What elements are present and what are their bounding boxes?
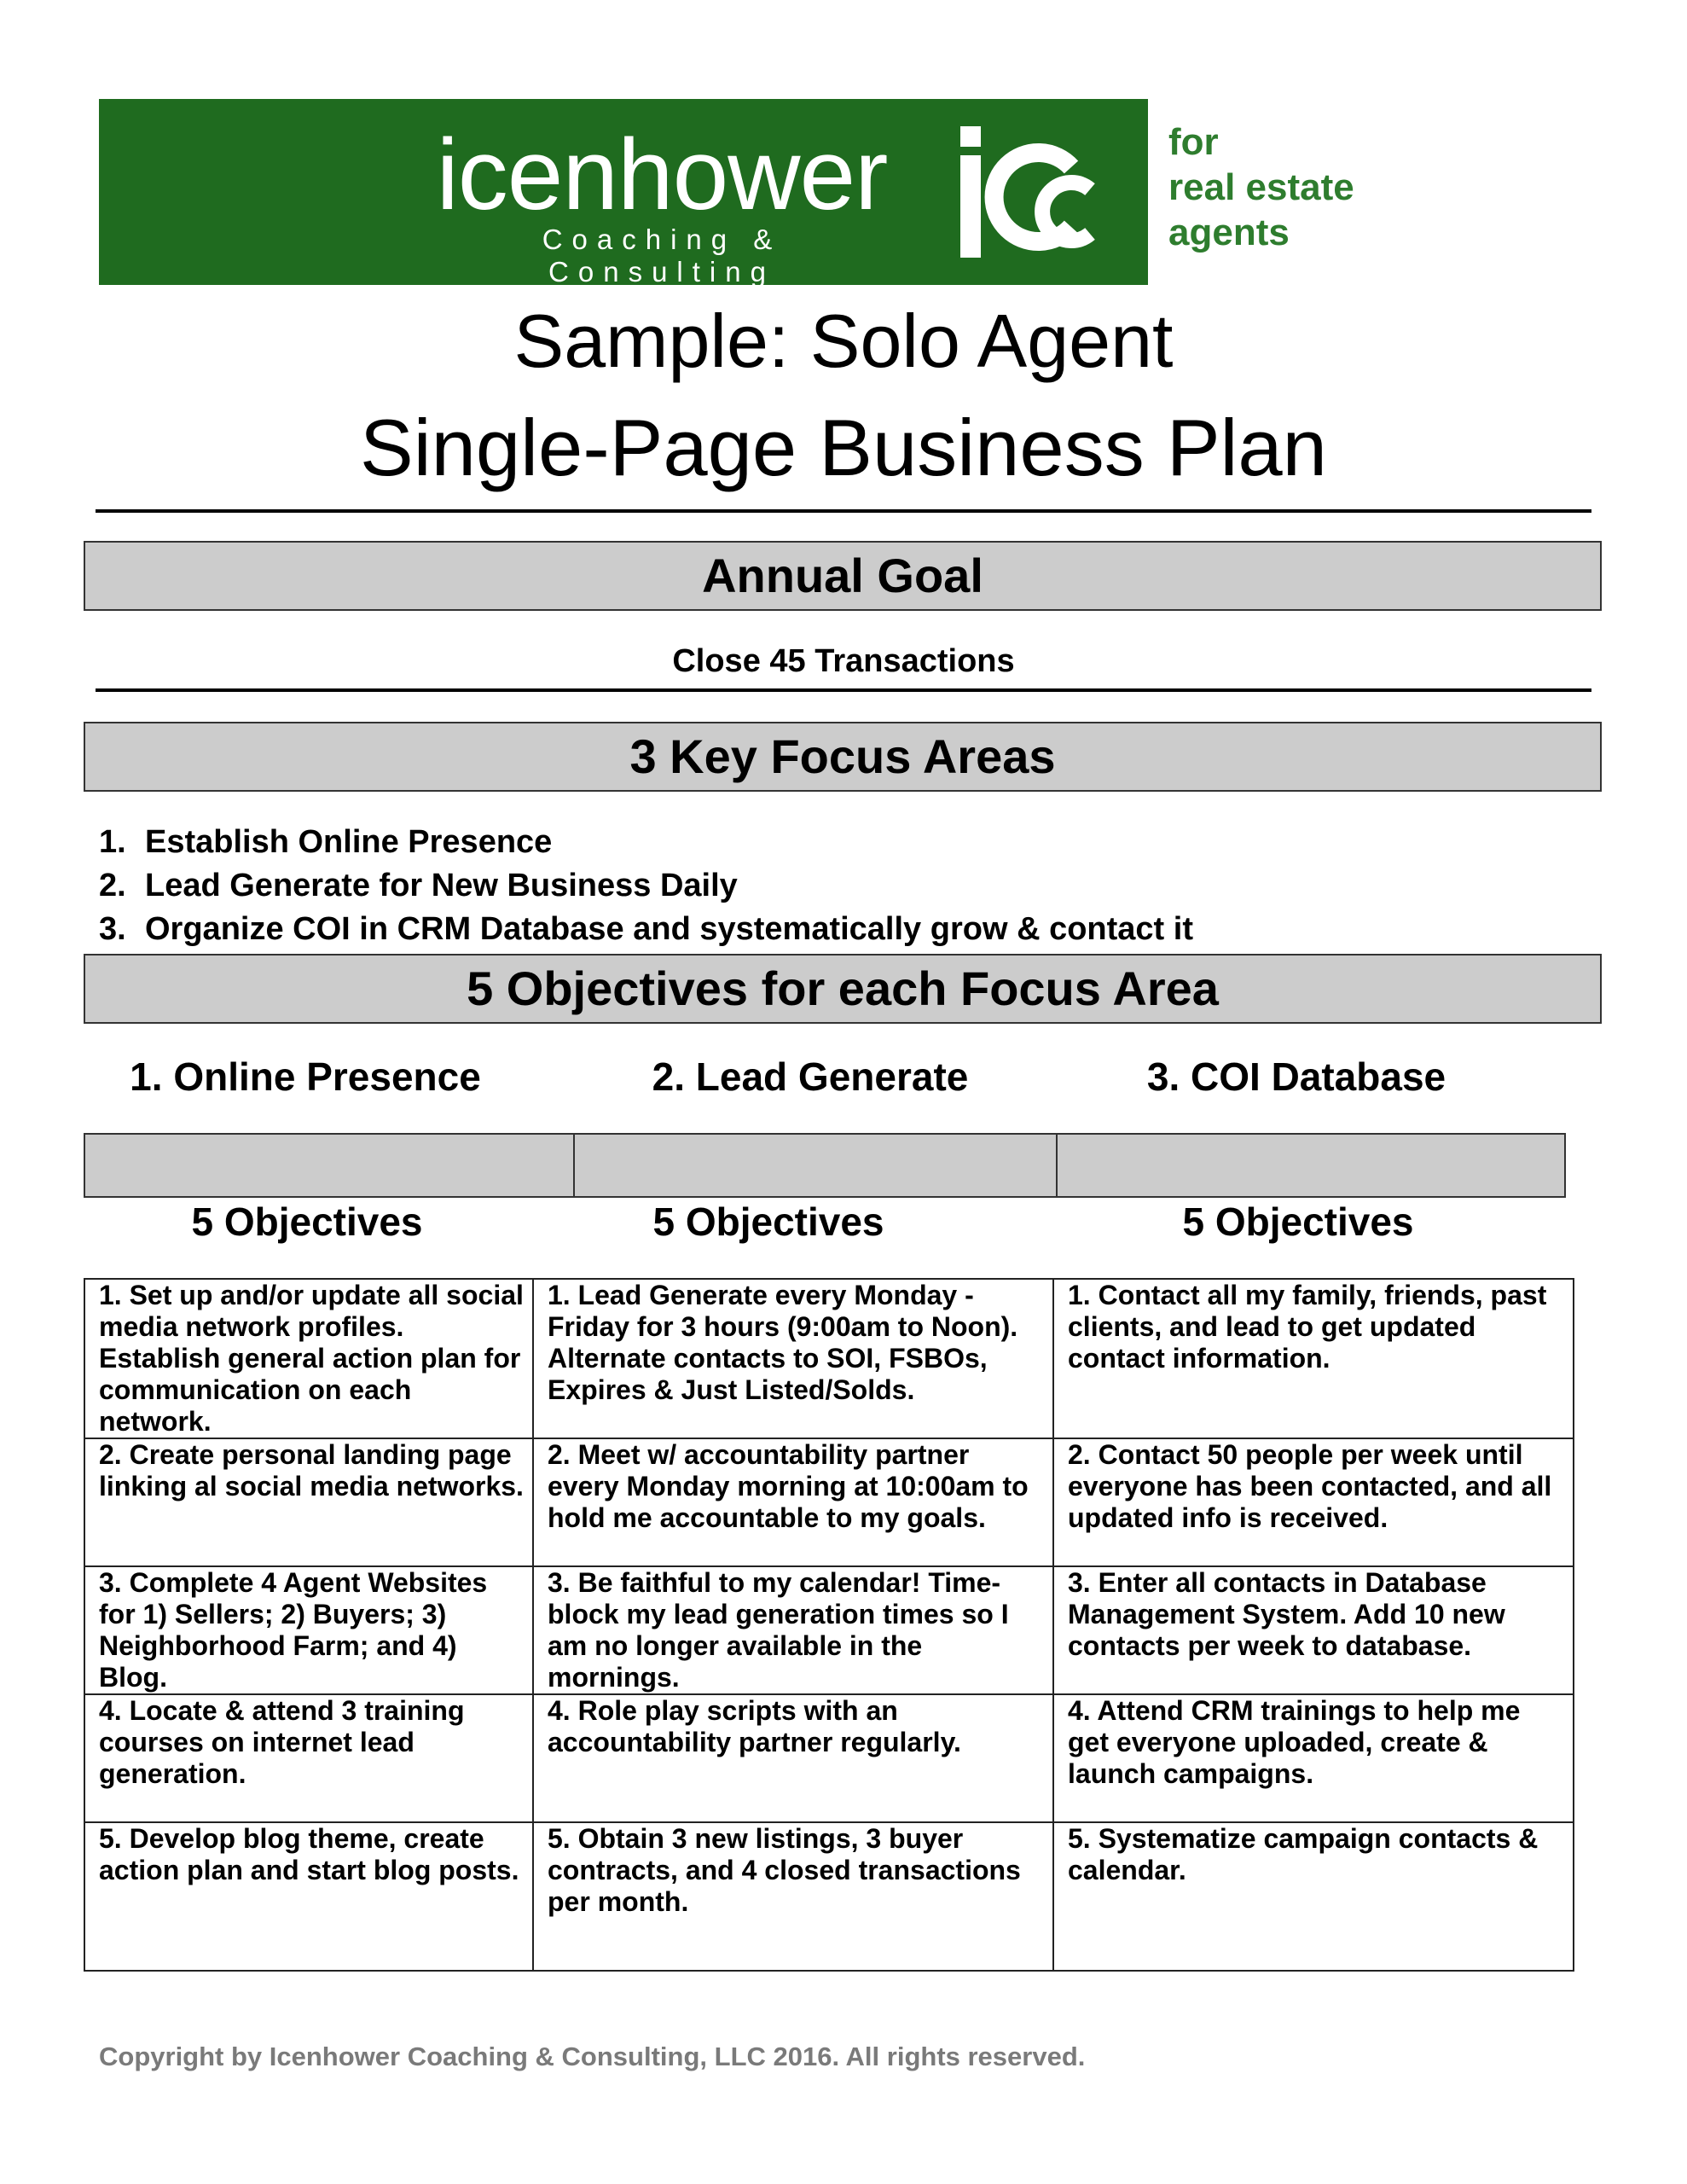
brand-side-text [1168,119,1354,255]
table-cell: 1. Contact all my family, friends, past clients, and lead to get updated contact information. [1053,1279,1574,1438]
objectives-subhead: 5 Objectives [1182,1199,1414,1244]
table-row [84,1822,1574,1971]
page-title-line-1: Sample: Solo Agent [513,299,1174,383]
list-item-number: 2. [99,868,126,903]
table-cell: 4. Attend CRM trainings to help me get everyone uploaded, create & launch campaigns. [1053,1694,1574,1822]
list-item-number: 1. [99,824,126,860]
annual-goal-text: Close 45 Transactions [672,643,1015,679]
table-cell: 2. Meet w/ accountability partner every Monday morning at 10:00am to hold me accountable to my goals. [533,1438,1053,1566]
objectives-table [84,1278,1574,1972]
table-row [84,1438,1574,1566]
table-cell: 1. Set up and/or update all social media network profiles. Establish general action plan for communication on each network. [84,1279,533,1438]
gray-cell [1058,1135,1564,1196]
column-title-online-presence: 1. Online Presence [130,1054,481,1099]
list-item [99,864,1193,908]
copyright-footer: Copyright by Icenhower Coaching & Consulting, LLC 2016. All rights reserved. [99,2042,1086,2071]
column-title-lead-generate: 2. Lead Generate [652,1054,969,1099]
list-item-text: Establish Online Presence [145,824,553,860]
divider [96,688,1591,692]
divider [96,509,1591,513]
page-title-line-2: Single-Page Business Plan [360,403,1327,492]
list-item-text: Lead Generate for New Business Daily [145,868,738,903]
table-cell: 4. Role play scripts with an accountability partner regularly. [533,1694,1053,1822]
icc-logo-icon [943,118,1122,271]
brand-tagline: Coaching & Consulting [542,224,782,288]
list-item [99,821,1193,864]
list-item-number: 3. [99,911,126,947]
gray-cell [85,1135,575,1196]
table-cell: 5. Develop blog theme, create action plan and start blog posts. [84,1822,533,1971]
gray-cell [575,1135,1058,1196]
table-row [84,1694,1574,1822]
brand-side-line: agents [1168,212,1290,253]
table-cell: 4. Locate & attend 3 training courses on internet lead generation. [84,1694,533,1822]
list-item-text: Organize COI in CRM Database and systematically grow & contact it [145,911,1193,947]
logo-banner [99,99,1148,288]
table-cell: 3. Be faithful to my calendar! Time-block my lead generation times so I am no longer available in the mornings. [533,1566,1053,1694]
focus-areas-heading: 3 Key Focus Areas [84,722,1602,792]
table-row [84,1279,1574,1438]
table-cell: 5. Systematize campaign contacts & calendar. [1053,1822,1574,1971]
focus-areas-list [99,821,1193,951]
table-row [84,1566,1574,1694]
list-item [99,908,1193,951]
annual-goal-heading: Annual Goal [84,541,1602,611]
table-cell: 3. Enter all contacts in Database Management System. Add 10 new contacts per week to database. [1053,1566,1574,1694]
table-cell: 2. Create personal landing page linking al social media networks. [84,1438,533,1566]
brand-side-line: real estate [1168,166,1354,208]
objectives-subhead: 5 Objectives [191,1199,423,1244]
table-cell: 3. Complete 4 Agent Websites for 1) Sellers; 2) Buyers; 3) Neighborhood Farm; and 4) Blog. [84,1566,533,1694]
table-cell: 1. Lead Generate every Monday - Friday for 3 hours (9:00am to Noon). Alternate contacts to SOI, FSBOs, Expires & Just Listed/Solds. [533,1279,1053,1438]
column-title-coi-database: 3. COI Database [1146,1054,1446,1099]
table-cell: 2. Contact 50 people per week until everyone has been contacted, and all updated info is received. [1053,1438,1574,1566]
table-cell: 5. Obtain 3 new listings, 3 buyer contracts, and 4 closed transactions per month. [533,1822,1053,1971]
objectives-subhead: 5 Objectives [652,1199,884,1244]
brand-name: icenhower [436,119,888,231]
brand-side-line: for [1168,121,1219,163]
objectives-heading: 5 Objectives for each Focus Area [84,954,1602,1024]
gray-header-row [84,1133,1566,1198]
